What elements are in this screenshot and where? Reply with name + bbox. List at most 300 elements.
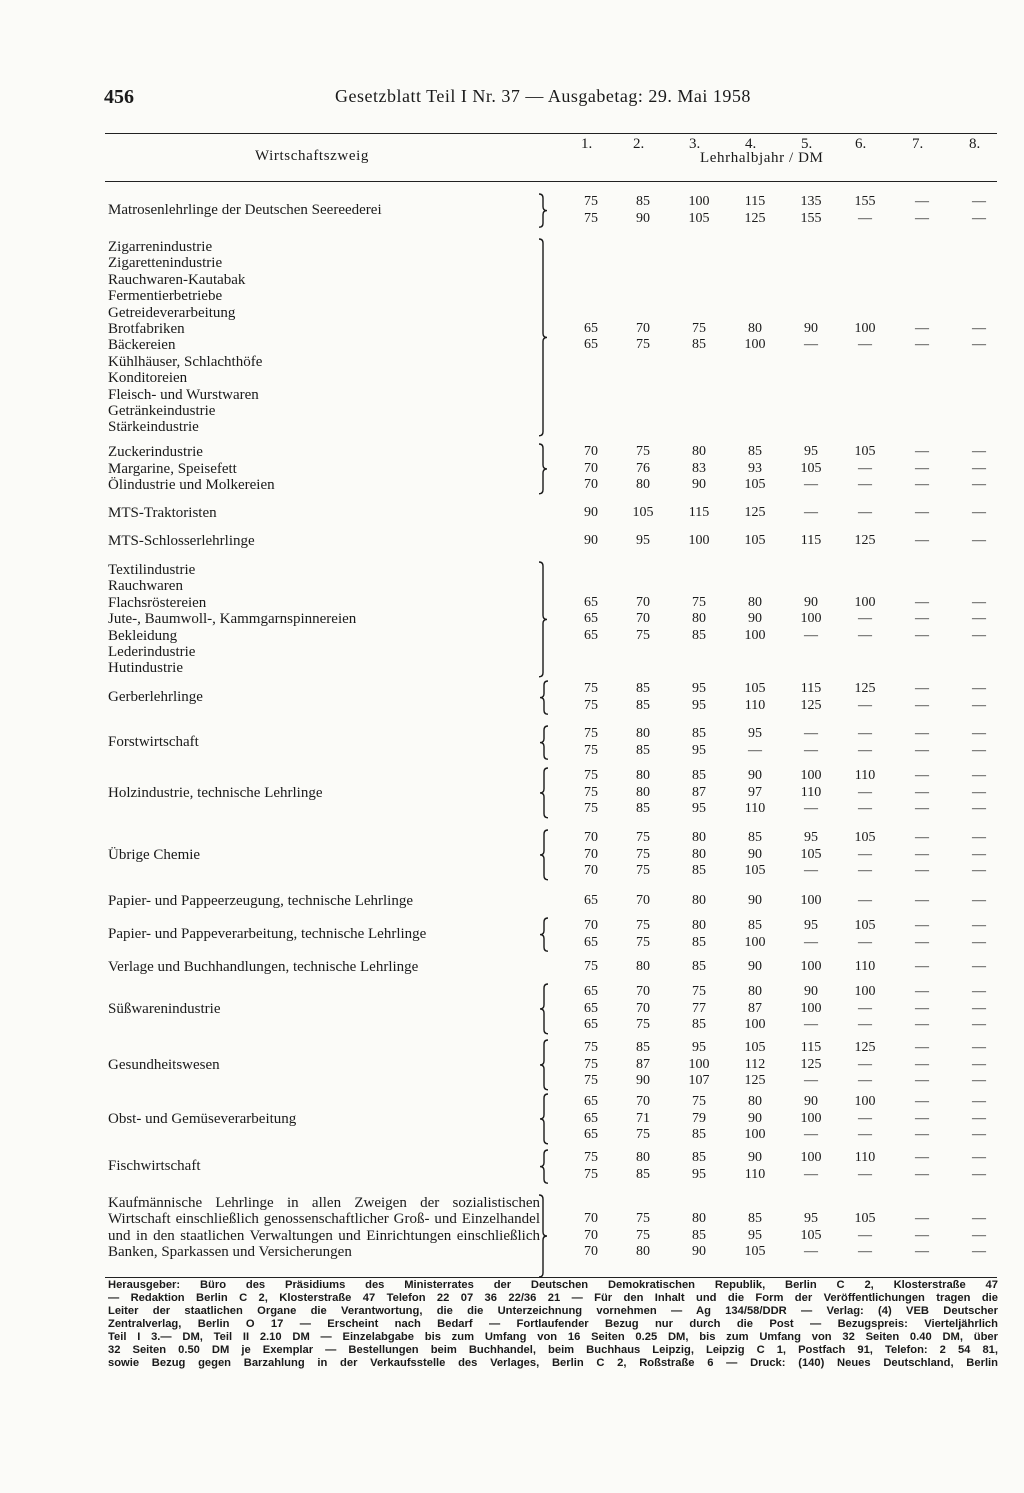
column-header-wirtschaftszweig: Wirtschaftszweig [255, 148, 369, 164]
right-brace [537, 561, 549, 678]
table-cell: — [915, 1211, 929, 1227]
table-cell: 105 [688, 210, 710, 226]
table-cell: 115 [800, 681, 822, 696]
table-cell: 85 [748, 444, 762, 459]
table-cell: 125 [744, 1073, 766, 1089]
table-cell: — [915, 846, 929, 862]
table-cell: 110 [854, 959, 876, 974]
table-cell: — [915, 477, 929, 493]
table-cell: — [972, 611, 986, 627]
table-cell: 100 [800, 959, 822, 974]
table-cell: 90 [804, 1094, 818, 1109]
table-cell: 80 [692, 918, 706, 933]
table-cell: — [915, 1000, 929, 1016]
table-cell: 87 [636, 1056, 650, 1072]
table-cell: 155 [854, 194, 876, 209]
semester-number-2: 2. [633, 136, 645, 152]
table-cell: 70 [584, 444, 598, 459]
table-cell: — [858, 210, 872, 226]
table-cell: — [915, 801, 929, 817]
table-cell: 75 [636, 918, 650, 933]
table-cell: 75 [584, 726, 598, 741]
table-cell: — [858, 784, 872, 800]
table-cell: 90 [804, 984, 818, 999]
table-cell: — [972, 1127, 986, 1143]
table-cell: 70 [584, 846, 598, 862]
industry-label: Süßwarenindustrie [108, 1000, 221, 1017]
table-cell: 90 [748, 959, 762, 974]
table-cell: — [915, 320, 929, 336]
table-cell: 75 [636, 444, 650, 459]
table-cell: 80 [636, 1150, 650, 1165]
table-cell: 85 [748, 918, 762, 933]
table-cell: 85 [748, 1211, 762, 1227]
table-cell: 100 [744, 1127, 766, 1143]
table-cell: — [972, 594, 986, 610]
table-cell: 97 [748, 784, 762, 800]
table-cell: 75 [636, 863, 650, 879]
table-cell: — [972, 1166, 986, 1182]
semester-number-4: 4. [745, 136, 757, 152]
table-cell: — [972, 337, 986, 353]
table-cell: 75 [584, 681, 598, 696]
industry-label: Margarine, Speisefett [108, 460, 237, 477]
table-cell: 85 [692, 1017, 706, 1033]
table-cell: — [972, 846, 986, 862]
table-cell: 90 [636, 210, 650, 226]
table-cell: 90 [804, 594, 818, 610]
table-cell: — [858, 505, 872, 520]
table-cell: 70 [584, 1244, 598, 1260]
table-cell: 70 [636, 893, 650, 908]
table-cell: — [972, 1056, 986, 1072]
industry-label: Getreideverarbeitung [108, 304, 236, 321]
table-cell: 65 [584, 594, 598, 610]
table-cell: — [972, 1017, 986, 1033]
table-cell: 107 [688, 1073, 710, 1089]
footer-line: — Redaktion Berlin C 2, Klosterstraße 47 Telefon 22 07 36 22/36 21 — Für den Inhalt und die Form der Veröffentlichungen tragen die [108, 1292, 998, 1304]
table-cell: — [915, 1127, 929, 1143]
semester-number-1: 1. [581, 136, 593, 152]
table-cell: 105 [744, 863, 766, 879]
table-cell: 100 [688, 1056, 710, 1072]
table-cell: 105 [800, 1227, 822, 1243]
table-cell: — [915, 1227, 929, 1243]
industry-label: Rauchwaren [108, 578, 183, 595]
table-cell: 65 [584, 337, 598, 353]
industry-label: Zigarettenindustrie [108, 255, 223, 272]
left-brace [538, 680, 550, 715]
table-cell: — [858, 1127, 872, 1143]
table-cell: 65 [584, 1000, 598, 1016]
table-cell: 80 [692, 611, 706, 627]
table-cell: — [972, 697, 986, 713]
left-brace [538, 1039, 550, 1091]
table-cell: — [858, 1056, 872, 1072]
table-cell: — [804, 337, 818, 353]
table-cell: 75 [636, 934, 650, 950]
industry-label-group [108, 1158, 200, 1174]
right-brace [537, 443, 549, 495]
table-cell: 90 [748, 893, 762, 908]
industry-label: Obst- und Gemüseverarbeitung [108, 1110, 297, 1127]
table-cell: 65 [584, 893, 598, 908]
table-cell: 105 [854, 830, 876, 845]
table-cell: — [858, 1166, 872, 1182]
table-cell: — [972, 863, 986, 879]
industry-label: Flachsröstereien [108, 594, 207, 611]
industry-label-group [108, 533, 255, 549]
table-cell: — [915, 984, 929, 999]
table-cell: — [972, 194, 986, 209]
table-cell: 100 [744, 627, 766, 643]
table-cell: — [804, 934, 818, 950]
industry-label-group [108, 1057, 220, 1073]
table-cell: 100 [744, 1017, 766, 1033]
industry-label-group [108, 847, 200, 863]
table-cell: 95 [804, 918, 818, 933]
industry-label-group [108, 785, 323, 801]
table-cell: 115 [800, 1040, 822, 1055]
table-cell: — [972, 742, 986, 758]
table-cell: — [915, 1110, 929, 1126]
table-cell: — [858, 893, 872, 908]
table-cell: 90 [748, 1150, 762, 1165]
industry-label: MTS-Schlosserlehrlinge [108, 533, 255, 550]
table-cell: 75 [584, 801, 598, 817]
table-cell: 125 [800, 697, 822, 713]
table-cell: — [858, 697, 872, 713]
table-cell: — [858, 1017, 872, 1033]
table-cell: — [915, 627, 929, 643]
table-cell: 77 [692, 1000, 706, 1016]
table-cell: 90 [748, 1110, 762, 1126]
table-cell: — [858, 1110, 872, 1126]
table-cell: 95 [692, 1040, 706, 1055]
industry-label: Übrige Chemie [108, 846, 201, 863]
table-cell: 115 [744, 194, 766, 209]
table-cell: 75 [692, 594, 706, 610]
table-cell: 100 [854, 984, 876, 999]
table-cell: 70 [584, 863, 598, 879]
table-cell: 70 [636, 1000, 650, 1016]
table-cell: — [804, 1073, 818, 1089]
table-cell: 85 [748, 830, 762, 845]
table-cell: 100 [688, 194, 710, 209]
table-cell: 85 [692, 1150, 706, 1165]
footer-line: sowie Bezug gegen Barzahlung in der Verkaufsstelle des Verlages, Berlin C 2, Roßstraße 6 — Druck: (140) Neues Deutschland, Berlin [108, 1357, 998, 1369]
table-cell: 80 [636, 1244, 650, 1260]
table-cell: 70 [636, 1094, 650, 1109]
table-cell: — [915, 1073, 929, 1089]
table-cell: 100 [854, 594, 876, 610]
table-cell: 85 [636, 801, 650, 817]
table-cell: — [804, 627, 818, 643]
footer-line: Herausgeber: Büro des Präsidiums des Ministerrates der Deutschen Demokratischen Republik, Berlin C 2, Klosterstraße 47 [108, 1279, 998, 1291]
table-cell: 75 [584, 768, 598, 783]
table-cell: — [972, 918, 986, 933]
table-cell: 100 [800, 1150, 822, 1165]
column-header-lehrhalbjahr: Lehrhalbjahr / DM [700, 150, 824, 166]
table-cell: — [915, 726, 929, 741]
table-cell: 90 [584, 505, 598, 520]
table-cell: 85 [692, 934, 706, 950]
footer-line: 32 Seiten 0.50 DM je Exemplar — Bestellungen beim Buchhandel, beim Buchhaus Leipzig, Leipzig C 1, Postfach 91, Telefon: 2 54 81, [108, 1344, 998, 1356]
table-cell: 105 [744, 533, 766, 548]
table-cell: 80 [692, 1211, 706, 1227]
table-cell: — [972, 210, 986, 226]
table-cell: 87 [692, 784, 706, 800]
industry-label: Forstwirtschaft [108, 734, 199, 751]
table-cell: 100 [854, 1094, 876, 1109]
table-cell: 95 [692, 697, 706, 713]
table-cell: 112 [744, 1056, 766, 1072]
industry-label: Textilindustrie [108, 562, 196, 578]
table-cell: 100 [800, 768, 822, 783]
table-cell: 83 [692, 460, 706, 476]
table-cell: 75 [692, 320, 706, 336]
industry-label: Fermentierbetriebe [108, 288, 223, 305]
footer-line: Teil I 3.— DM, Teil II 2.10 DM — Einzelabgabe bis zum Umfang von 16 Seiten 0.25 DM, bis zum Umfang von 32 Seiten 0.40 DM, über [108, 1331, 998, 1343]
page-number: 456 [104, 86, 134, 108]
table-cell: 80 [748, 984, 762, 999]
table-cell: 70 [584, 460, 598, 476]
table-cell: 90 [748, 611, 762, 627]
table-cell: 65 [584, 1110, 598, 1126]
table-cell: 75 [636, 1017, 650, 1033]
table-cell: — [972, 1244, 986, 1260]
table-cell: — [972, 784, 986, 800]
table-cell: 75 [584, 210, 598, 226]
imprint-footer [108, 1279, 998, 1370]
table-cell: 70 [584, 918, 598, 933]
table-cell: 105 [800, 846, 822, 862]
table-cell: 115 [800, 533, 822, 548]
right-brace [537, 1194, 549, 1278]
industry-label: Bäckereien [108, 337, 176, 354]
table-cell: 155 [800, 210, 822, 226]
table-cell: — [858, 1227, 872, 1243]
table-cell: — [915, 444, 929, 459]
table-cell: — [804, 505, 818, 520]
table-cell: 65 [584, 611, 598, 627]
table-cell: 135 [800, 194, 822, 209]
table-cell: 70 [584, 1227, 598, 1243]
industry-label: Matrosenlehrlinge der Deutschen Seereederei [108, 202, 382, 219]
table-cell: 65 [584, 1017, 598, 1033]
table-cell: 90 [636, 1073, 650, 1089]
table-cell: — [915, 1040, 929, 1055]
table-cell: 79 [692, 1110, 706, 1126]
table-cell: — [972, 1227, 986, 1243]
table-cell: — [858, 1244, 872, 1260]
table-cell: — [972, 768, 986, 783]
table-cell: 75 [636, 1211, 650, 1227]
industry-label: Kaufmännische Lehrlinge in allen Zweigen der sozialistischen Wirtschaft einschließlich genossenschaftlicher Groß- und Einzelhandel und in den staatlichen Verwaltungen und Einrichtungen einschließlich Banken, Sparkassen und Versicherungen [108, 1195, 540, 1261]
table-cell: — [858, 627, 872, 643]
table-cell: 75 [584, 1150, 598, 1165]
table-cell: 100 [854, 320, 876, 336]
table-cell: — [915, 681, 929, 696]
semester-number-5: 5. [801, 136, 813, 152]
industry-label: Gerberlehrlinge [108, 689, 203, 706]
industry-label: Verlage und Buchhandlungen, technische Lehrlinge [108, 959, 419, 976]
table-cell: 90 [692, 477, 706, 493]
table-cell: — [804, 801, 818, 817]
table-cell: 85 [636, 742, 650, 758]
left-brace [538, 767, 550, 819]
table-cell: — [972, 1073, 986, 1089]
table-cell: 110 [744, 1166, 766, 1182]
industry-label: Zuckerindustrie [108, 444, 203, 461]
industry-label-group [108, 1195, 540, 1261]
left-brace [538, 725, 550, 760]
table-cell: 65 [584, 1094, 598, 1109]
table-cell: — [804, 726, 818, 741]
table-cell: 110 [744, 697, 766, 713]
table-cell: 76 [636, 460, 650, 476]
table-cell: 70 [584, 477, 598, 493]
table-cell: 100 [688, 533, 710, 548]
table-cell: 95 [692, 681, 706, 696]
industry-label-group [108, 893, 413, 909]
table-cell: 75 [636, 830, 650, 845]
industry-label-group [108, 959, 418, 975]
table-cell: — [915, 1056, 929, 1072]
table-cell: 65 [584, 1127, 598, 1143]
table-cell: 85 [692, 1127, 706, 1143]
table-cell: 100 [800, 1000, 822, 1016]
table-cell: — [915, 1150, 929, 1165]
table-cell: — [915, 533, 929, 548]
table-cell: 65 [584, 984, 598, 999]
industry-label: Jute-, Baumwoll-, Kammgarnspinnereien [108, 611, 357, 628]
industry-label-group [108, 1111, 296, 1127]
right-brace [537, 238, 549, 437]
table-cell: 85 [636, 1166, 650, 1182]
table-cell: 80 [636, 726, 650, 741]
table-cell: — [915, 697, 929, 713]
industry-label: MTS-Traktoristen [108, 505, 217, 522]
table-cell: — [804, 742, 818, 758]
table-cell: 90 [692, 1244, 706, 1260]
table-cell: — [915, 1094, 929, 1109]
table-cell: — [915, 959, 929, 974]
table-cell: — [972, 1110, 986, 1126]
table-cell: 105 [854, 444, 876, 459]
table-cell: 75 [636, 1227, 650, 1243]
industry-label-group [108, 689, 203, 705]
table-cell: 105 [744, 477, 766, 493]
table-cell: — [804, 1017, 818, 1033]
table-cell: — [915, 934, 929, 950]
table-cell: 85 [636, 697, 650, 713]
table-cell: — [972, 934, 986, 950]
table-cell: 70 [584, 830, 598, 845]
table-cell: — [804, 1166, 818, 1182]
table-cell: — [858, 611, 872, 627]
table-cell: 75 [636, 337, 650, 353]
table-cell: — [804, 1244, 818, 1260]
semester-number-6: 6. [855, 136, 867, 152]
table-cell: 65 [584, 320, 598, 336]
table-cell: — [915, 918, 929, 933]
table-cell: — [858, 801, 872, 817]
industry-label-group [108, 926, 426, 942]
table-cell: 125 [854, 533, 876, 548]
table-cell: 75 [636, 846, 650, 862]
industry-label: Stärkeindustrie [108, 419, 199, 436]
industry-label: Getränkeindustrie [108, 403, 216, 420]
left-brace [538, 829, 550, 881]
industry-label: Bekleidung [108, 627, 178, 644]
table-cell: 85 [692, 337, 706, 353]
industry-label: Konditoreien [108, 370, 188, 387]
table-cell: — [915, 210, 929, 226]
industry-label: Papier- und Pappeverarbeitung, technische Lehrlinge [108, 926, 427, 943]
table-cell: 80 [692, 893, 706, 908]
industry-label: Lederindustrie [108, 644, 196, 661]
table-cell: 105 [800, 460, 822, 476]
table-cell: 95 [692, 1166, 706, 1182]
table-cell: 75 [584, 742, 598, 758]
table-cell: 75 [636, 627, 650, 643]
table-cell: 85 [636, 194, 650, 209]
table-cell: 80 [636, 477, 650, 493]
left-brace [538, 917, 550, 952]
industry-label-group [108, 239, 262, 436]
table-cell: — [972, 320, 986, 336]
table-cell: — [972, 627, 986, 643]
industry-label-group [108, 505, 217, 521]
table-cell: 85 [692, 726, 706, 741]
table-cell: 85 [692, 768, 706, 783]
table-cell: — [915, 1244, 929, 1260]
table-cell: — [915, 830, 929, 845]
table-cell: — [858, 1000, 872, 1016]
table-cell: 105 [744, 681, 766, 696]
industry-label: Fischwirtschaft [108, 1158, 201, 1175]
table-cell: 95 [804, 830, 818, 845]
industry-label-group [108, 444, 275, 493]
table-cell: — [915, 768, 929, 783]
industry-label: Gesundheitswesen [108, 1056, 220, 1073]
industry-label: Papier- und Pappeerzeugung, technische Lehrlinge [108, 893, 414, 910]
table-cell: 95 [748, 726, 762, 741]
table-cell: 80 [636, 784, 650, 800]
table-cell: 75 [584, 194, 598, 209]
semester-number-3: 3. [689, 136, 701, 152]
table-cell: 105 [854, 918, 876, 933]
table-cell: — [858, 726, 872, 741]
industry-label: Holzindustrie, technische Lehrlinge [108, 784, 323, 801]
table-cell: 125 [744, 505, 766, 520]
table-cell: 85 [636, 681, 650, 696]
table-cell: 65 [584, 627, 598, 643]
table-cell: — [972, 477, 986, 493]
table-cell: 85 [636, 1040, 650, 1055]
footer-line: Zentralverlag, Berlin O 17 — Erscheint nach Bedarf — Fortlaufender Bezug nur durch die Post — Bezugspreis: Vierteljährlich [108, 1318, 998, 1330]
table-cell: 125 [854, 681, 876, 696]
table-cell: — [858, 934, 872, 950]
left-brace [538, 1093, 550, 1145]
left-brace [538, 1149, 550, 1184]
table-cell: 75 [584, 1040, 598, 1055]
table-cell: 70 [636, 594, 650, 610]
table-cell: — [915, 863, 929, 879]
table-cell: 80 [636, 959, 650, 974]
table-cell: 110 [854, 1150, 876, 1165]
